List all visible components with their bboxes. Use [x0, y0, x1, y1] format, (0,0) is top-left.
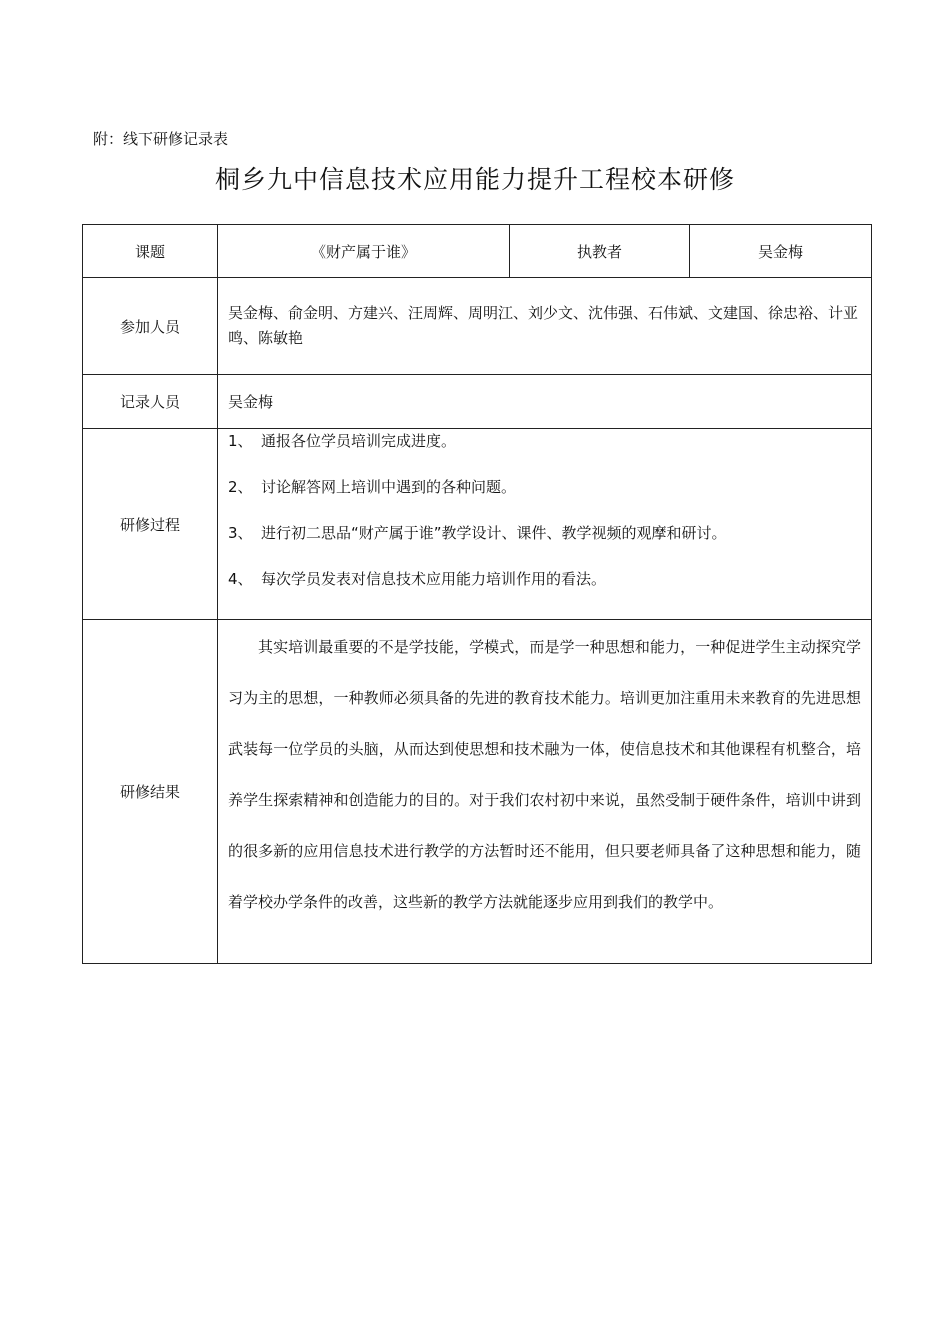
participants-row — [83, 278, 872, 375]
result-row — [83, 620, 872, 964]
recorder-label: 记录人员 — [83, 375, 218, 429]
process-item-number: 4、 — [228, 570, 253, 588]
process-item-text: 通报各位学员培训完成进度。 — [261, 432, 457, 450]
process-label: 研修过程 — [83, 429, 218, 620]
research-record-table — [82, 224, 872, 964]
result-label: 研修结果 — [83, 620, 218, 964]
teacher-value: 吴金梅 — [690, 225, 872, 278]
participants-value: 吴金梅、俞金明、方建兴、汪周辉、周明江、刘少文、沈伟强、石伟斌、文建国、徐忠裕、计亚鸣、陈敏艳 — [218, 278, 872, 375]
result-cell — [218, 620, 872, 964]
topic-label: 课题 — [83, 225, 218, 278]
recorder-row — [83, 375, 872, 429]
process-item-text: 进行初二思品“财产属于谁”教学设计、课件、教学视频的观摩和研讨。 — [261, 524, 727, 542]
process-row — [83, 429, 872, 620]
process-list — [218, 429, 872, 620]
process-item — [228, 568, 861, 614]
teacher-label: 执教者 — [510, 225, 690, 278]
process-item-number: 1、 — [228, 432, 253, 450]
process-item-number: 2、 — [228, 478, 253, 496]
process-item-text: 每次学员发表对信息技术应用能力培训作用的看法。 — [261, 570, 607, 588]
process-item — [228, 476, 861, 522]
participants-label: 参加人员 — [83, 278, 218, 375]
recorder-value: 吴金梅 — [218, 375, 872, 429]
process-item — [228, 430, 861, 476]
document-title: 桐乡九中信息技术应用能力提升工程校本研修 — [214, 165, 735, 194]
process-item — [228, 522, 861, 568]
topic-value: 《财产属于谁》 — [218, 225, 510, 278]
process-item-text: 讨论解答网上培训中遇到的各种问题。 — [261, 478, 517, 496]
attachment-note: 附：线下研修记录表 — [93, 130, 229, 148]
topic-row — [83, 225, 872, 278]
result-text: 其实培训最重要的不是学技能，学模式，而是学一种思想和能力，一种促进学生主动探究学习为主的思想，一种教师必须具备的先进的教育技术能力。培训更加注重用未来教育的先进思想武装每一位学员的头脑，从而达到使思想和技术融为一体，使信息技术和其他课程有机整合，培养学生探索精神和创造能力的目的。对于我们农村初中来说，虽然受制于硬件条件，培训中讲到的很多新的应用信息技术进行教学的方法暂时还不能用，但只要老师具备了这种思想和能力，随着学校办学条件的改善，这些新的教学方法就能逐步应用到我们的教学中。 — [228, 638, 861, 911]
process-item-number: 3、 — [228, 524, 253, 542]
